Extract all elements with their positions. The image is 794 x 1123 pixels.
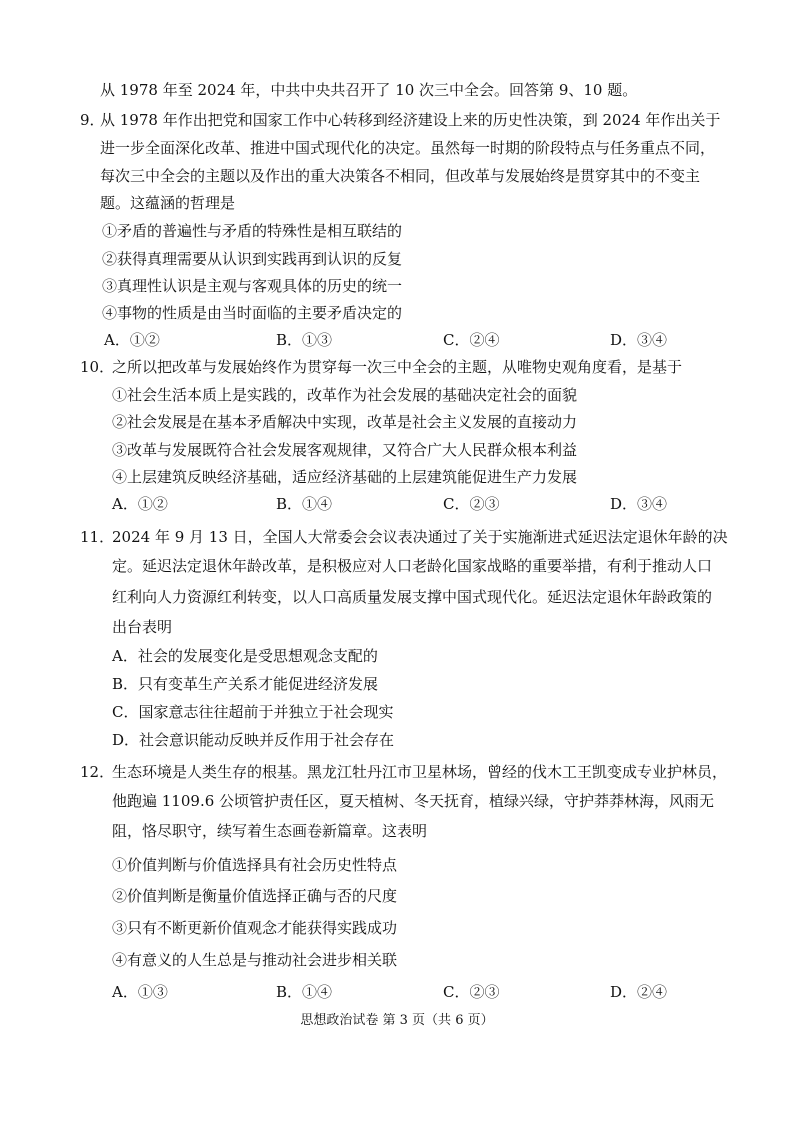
page-footer: 思想政治试卷 第 3 页（共 6 页）	[300, 1013, 494, 1028]
question-9-stem-line: 从 1978 年作出把党和国家工作中心转移到经济建设上来的历史性决策，到 2024 年作出关于	[100, 111, 721, 129]
question-12-stem-line: 生态环境是人类生存的根基。黑龙江牡丹江市卫星林场，曾经的伐木工王凯变成专业护林员，	[112, 763, 728, 781]
question-11-stem-line: 定。延迟法定退休年龄改革，是积极应对人口老龄化国家战略的重要举措，有利于推动人口	[112, 557, 713, 575]
question-9-choice-a: A．①②	[104, 331, 160, 349]
question-9-statement: ④事物的性质是由当时面临的主要矛盾决定的	[102, 304, 403, 322]
question-9-choice-d: D．③④	[610, 331, 668, 349]
question-10-statement: ④上层建筑反映经济基础，适应经济基础的上层建筑能促进生产力发展	[112, 468, 578, 486]
question-12-statement: ①价值判断与价值选择具有社会历史性特点	[112, 856, 398, 874]
question-12-stem-line: 阻，恪尽职守，续写着生态画卷新篇章。这表明	[112, 822, 428, 840]
question-10-statement: ②社会发展是在基本矛盾解决中实现，改革是社会主义发展的直接动力	[112, 413, 578, 431]
question-11-stem-line: 红利向人力资源红利转变，以人口高质量发展支撑中国式现代化。延迟法定退休年龄政策的	[112, 588, 713, 606]
question-9-choice-c: C．②④	[443, 331, 500, 349]
question-9-statement: ②获得真理需要从认识到实践再到认识的反复	[102, 250, 403, 268]
question-10-choice-a: A．①②	[112, 495, 168, 513]
question-10-choice-d: D．③④	[610, 495, 668, 513]
question-10-choice-c: C．②③	[443, 495, 500, 513]
question-11-choice-a: A．社会的发展变化是受思想观念支配的	[112, 647, 378, 665]
question-12-statement: ②价值判断是衡量价值选择正确与否的尺度	[112, 887, 398, 905]
question-12-stem-line: 他跑遍 1109.6 公顷管护责任区，夏天植树、冬天抚育，植绿兴绿，守护莽莽林海，风雨无	[112, 792, 715, 810]
question-9-stem-line: 进一步全面深化改革、推进中国式现代化的决定。虽然每一时期的阶段特点与任务重点不同，	[100, 139, 716, 157]
question-12-choice-d: D．②④	[610, 983, 668, 1001]
question-11-choice-b: B．只有变革生产关系才能促进经济发展	[112, 675, 379, 693]
question-10-choice-b: B．①④	[276, 495, 333, 513]
question-10-statement: ①社会生活本质上是实践的，改革作为社会发展的基础决定社会的面貌	[112, 386, 578, 404]
question-11-choice-d: D．社会意识能动反映并反作用于社会存在	[112, 731, 395, 749]
question-12-choice-b: B．①④	[276, 983, 333, 1001]
question-12-statement: ④有意义的人生总是与推动社会进步相关联	[112, 951, 398, 969]
question-9-statement: ①矛盾的普遍性与矛盾的特殊性是相互联结的	[102, 222, 403, 240]
question-12-number: 12．	[80, 763, 115, 781]
question-11-choice-c: C．国家意志往往超前于并独立于社会现实	[112, 703, 394, 721]
question-9-statement: ③真理性认识是主观与客观具体的历史的统一	[102, 277, 403, 295]
question-11-stem-line: 2024 年 9 月 13 日，全国人大常委会会议表决通过了关于实施渐进式延迟法定退休年龄的决	[112, 528, 728, 546]
reading-instruction: 从 1978 年至 2024 年，中共中央共召开了 10 次三中全会。回答第 9、10 题。	[100, 81, 638, 99]
question-11-stem-line: 出台表明	[112, 618, 173, 636]
question-11-number: 11．	[80, 528, 115, 546]
question-10-statement: ③改革与发展既符合社会发展客观规律，又符合广大人民群众根本利益	[112, 441, 578, 459]
question-12-choice-a: A．①③	[112, 983, 168, 1001]
question-10-stem-line: 之所以把改革与发展始终作为贯穿每一次三中全会的主题，从唯物史观角度看，是基于	[112, 358, 683, 376]
question-12-statement: ③只有不断更新价值观念才能获得实践成功	[112, 919, 398, 937]
question-9-stem-line: 题。这蕴涵的哲理是	[100, 194, 236, 212]
question-12-choice-c: C．②③	[443, 983, 500, 1001]
question-10-number: 10．	[80, 358, 115, 376]
question-9-number: 9．	[80, 111, 105, 129]
question-9-choice-b: B．①③	[276, 331, 333, 349]
question-9-stem-line: 每次三中全会的主题以及作出的重大决策各不相同，但改革与发展始终是贯穿其中的不变主	[100, 167, 701, 185]
